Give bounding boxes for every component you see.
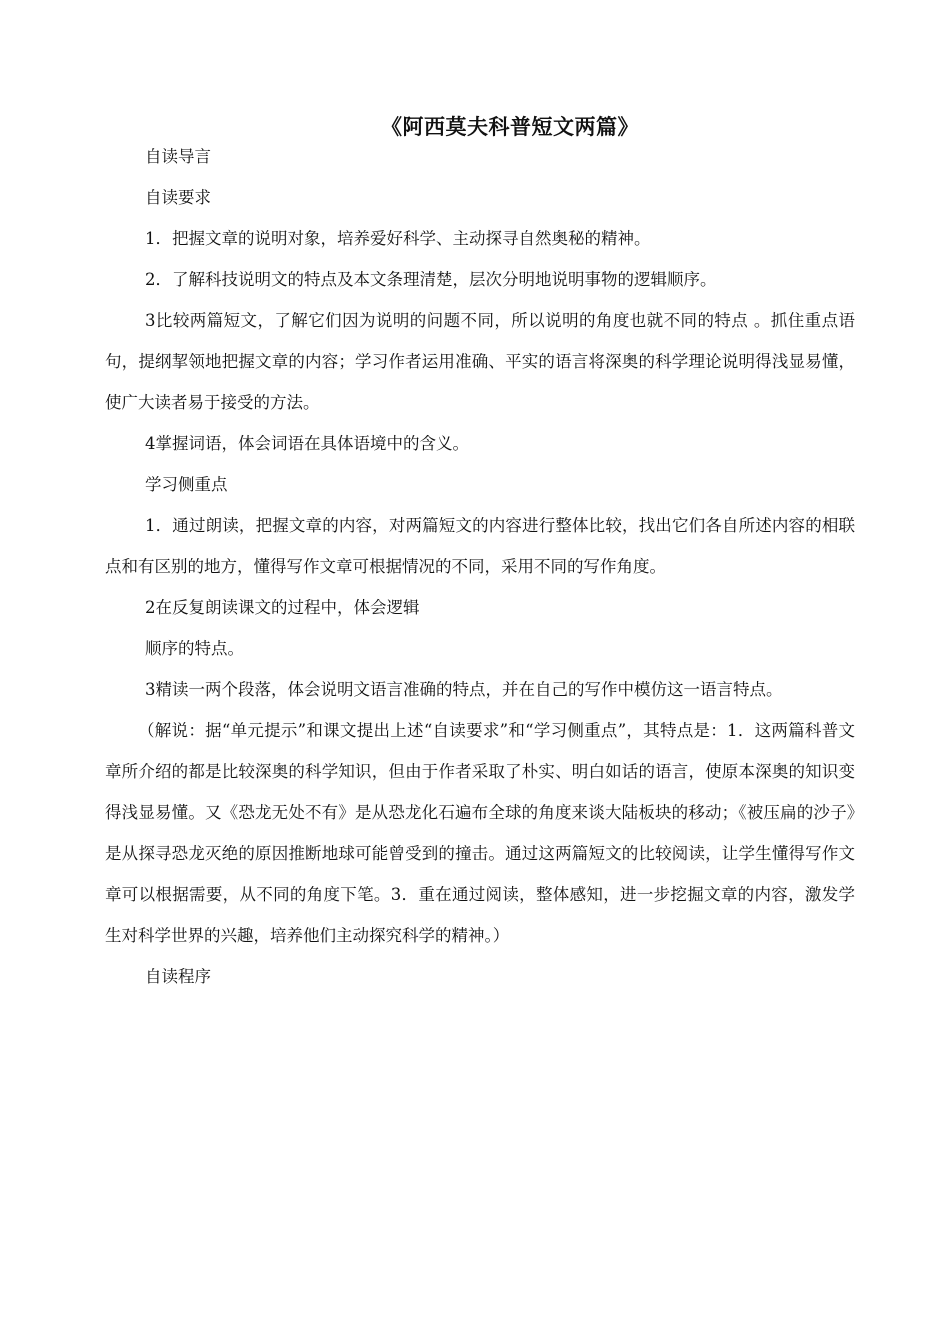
section-heading-procedure: 自读程序 [145, 967, 211, 986]
document-title-text: 《阿西莫夫科普短文两篇》 [381, 114, 639, 139]
requirement-item-4: 4掌握词语，体会词语在具体语境中的含义。 [145, 434, 469, 453]
requirement-item-2: 2．了解科技说明文的特点及本文条理清楚，层次分明地说明事物的逻辑顺序。 [145, 270, 717, 289]
focus-item-2: 2在反复朗读课文的过程中，体会逻辑 [145, 598, 420, 617]
requirement-item-3: 3比较两篇短文，了解它们因为说明的问题不同，所以说明的角度也就不同的特点 。抓住重点语句，提纲挈领地把握文章的内容；学习作者运用准确、平实的语言将深奥的科学理论说明得浅显易懂，使广大读者易于接受的方法。 [105, 311, 855, 412]
explanation-note: （解说：据“单元提示”和课文提出上述“自读要求”和“学习侧重点”，其特点是：1．这两篇科普文章所介绍的都是比较深奥的科学知识，但由于作者采取了朴实、明白如话的语言，使原本深奥的知识变得浅显易懂。又《恐龙无处不有》是从恐龙化石遍布全球的角度来谈大陆板块的移动；《被压扁的沙子》是从探寻恐龙灭绝的原因推断地球可能曾受到的撞击。通过这两篇短文的比较阅读，让学生懂得写作文章可以根据需要，从不同的角度下笔。3．重在通过阅读，整体感知，进一步挖掘文章的内容，激发学生对科学世界的兴趣，培养他们主动探究科学的精神。） [105, 721, 855, 945]
requirement-item-1: 1．把握文章的说明对象，培养爱好科学、主动探寻自然奥秘的精神。 [145, 229, 651, 248]
focus-item-3: 3精读一两个段落，体会说明文语言准确的特点，并在自己的写作中模仿这一语言特点。 [145, 680, 783, 699]
focus-item-1: 1．通过朗读，把握文章的内容，对两篇短文的内容进行整体比较，找出它们各自所述内容的相联点和有区别的地方，懂得写作文章可根据情况的不同，采用不同的写作角度。 [105, 516, 855, 576]
section-heading-focus: 学习侧重点 [145, 475, 228, 494]
document-body [105, 136, 855, 997]
focus-item-2-continued: 顺序的特点。 [145, 639, 244, 658]
section-heading-intro: 自读导言 [145, 147, 211, 166]
section-heading-requirements: 自读要求 [145, 188, 211, 207]
